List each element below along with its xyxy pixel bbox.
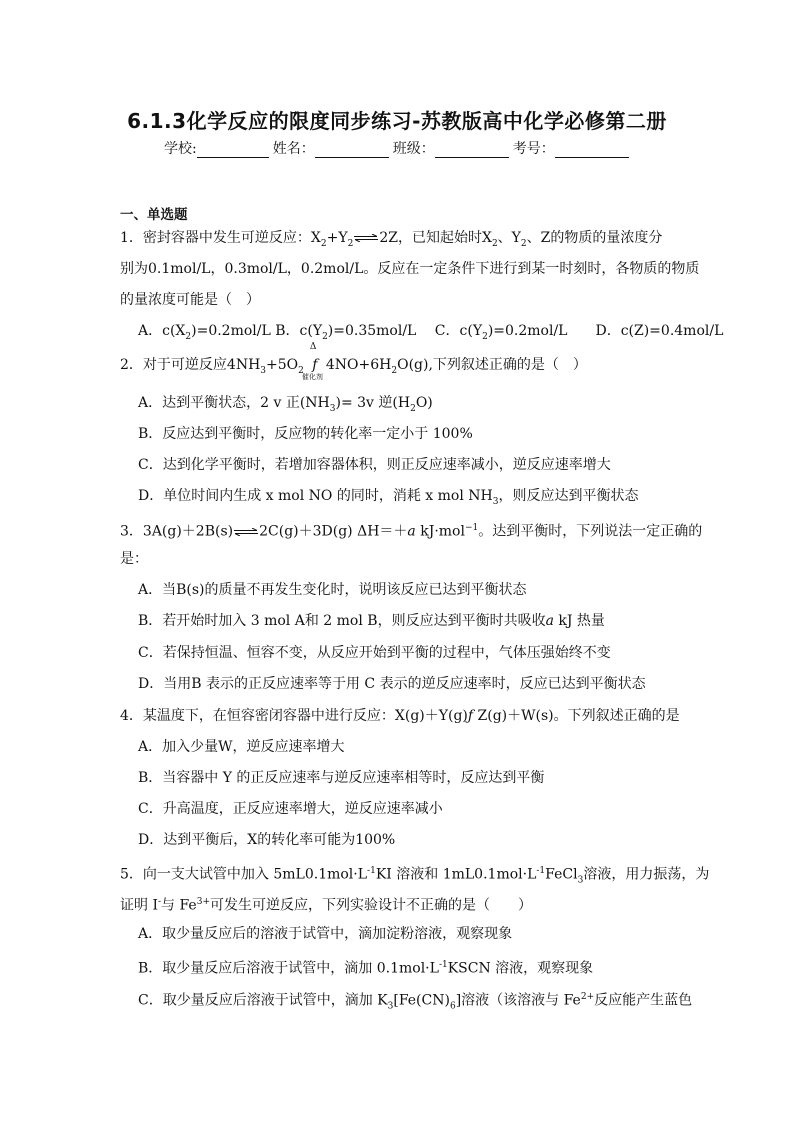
q4-option-a[interactable]: A．加入少量W，逆反应速率增大: [138, 739, 345, 755]
page-title: 6.1.3化学反应的限度同步练习-苏教版高中化学必修第二册: [127, 109, 667, 133]
equilibrium-arrow-icon: [233, 528, 259, 536]
q1-line-3: 的量浓度可能是（ ）: [120, 292, 260, 308]
q5-line-1: 5．向一支大试管中加入 $5mL0.1mol\cdot L^{-1}KI$ 溶液和 $1mL0.1mol\cdot L^{-1}FeCl_3$溶液，用力振荡，为: [120, 866, 710, 886]
q2-option-d[interactable]: D．单位时间内生成 x mol NO 的同时，消耗 x mol $NH_3$，则反应达到平衡状态: [138, 488, 639, 507]
q5-option-c[interactable]: C．取少量反应后溶液于试管中，滴加 $K_3[Fe(CN)_6]$溶液（该溶液与 $Fe^{2+}$反应能产生蓝色: [138, 992, 693, 1012]
q3-option-a[interactable]: A．当B(s)的质量不再发生变化时，说明该反应已达到平衡状态: [138, 582, 527, 598]
q1-line-2: 别为0.1mol/L，0.3mol/L，0.2mol/L。反应在一定条件下进行到某一时刻时，各物质的物质: [120, 261, 700, 277]
q2-stem: 2．对于可逆反应$4NH_3+5O_2$ Δ f 催化剂 $4NO+6H_2O(g)$,下列叙述正确的是（ ）: [120, 342, 587, 381]
exam-no-blank[interactable]: [555, 141, 629, 158]
q4-option-b[interactable]: B．当容器中 Y 的正反应速率与逆反应速率相等时，反应达到平衡: [138, 770, 545, 786]
q4-option-c[interactable]: C．升高温度，正反应速率增大，逆反应速率减小: [138, 801, 443, 817]
q1-options[interactable]: A．$c(X_2)=0.2mol/L$ B．$c(Y_2)=0.35mol/L$ C．$c(Y_2)=0.2mol/L$ D．c(Z)=0.4mol/L: [138, 323, 724, 342]
q3-option-c[interactable]: C．若保持恒温、恒容不变，从反应开始到平衡的过程中，气体压强始终不变: [138, 645, 611, 661]
q2-option-c[interactable]: C．达到化学平衡时，若增加容器体积，则正反应速率减小，逆反应速率增大: [138, 457, 611, 473]
class-label: 班级：: [392, 141, 435, 157]
q4-stem: 4．某温度下，在恒容密闭容器中进行反应：X(g)＋Y(g)ƒ Z(g)＋W(s)。下列叙述正确的是: [120, 708, 680, 724]
q2-option-b[interactable]: B．反应达到平衡时，反应物的转化率一定小于 100%: [138, 426, 473, 442]
q4-option-d[interactable]: D．达到平衡后，X的转化率可能为100%: [138, 832, 396, 848]
class-blank[interactable]: [435, 141, 509, 158]
q1-line-1: 1．密封容器中发生可逆反应：$X_2+Y_2$ 2Z，已知起始时$X_2$、$Y_2$、Z的物质的量浓度分: [120, 230, 663, 249]
q5-line-2: 证明 I-与 $Fe^{3+}$可发生可逆反应，下列实验设计不正确的是（ ）: [120, 897, 532, 914]
student-info-row: [164, 138, 633, 158]
q3-line-2: 是：: [120, 551, 148, 567]
section-heading: 一、单选题: [120, 207, 188, 223]
name-label: 姓名：: [272, 141, 315, 157]
exam-no-label: 考号：: [512, 141, 555, 157]
name-blank[interactable]: [315, 141, 389, 158]
q5-option-a[interactable]: A．取少量反应后的溶液于试管中，滴加淀粉溶液，观察现象: [138, 926, 513, 942]
q3-option-d[interactable]: D．当用B 表示的正反应速率等于用 C 表示的逆反应速率时，反应已达到平衡状态: [138, 676, 646, 692]
q3-line-1: 3．3A(g)＋2B(s) 2C(g)＋3D(g) ΔH＝＋a kJ·mol$^{-1}$。达到平衡时，下列说法一定正确的: [120, 523, 703, 540]
q5-option-b[interactable]: B．取少量反应后溶液于试管中，滴加 $0.1mol\cdot L^{-1}KSCN$ 溶液，观察现象: [138, 960, 594, 977]
q2-option-a[interactable]: A．达到平衡状态，2 v 正$(NH_3)= 3v$ 逆$(H_2O)$: [138, 395, 433, 414]
q3-option-b[interactable]: B．若开始时加入 3 mol A和 2 mol B，则反应达到平衡时共吸收a kJ 热量: [138, 613, 605, 629]
equilibrium-arrow-icon: [353, 234, 379, 242]
school-blank[interactable]: [197, 141, 269, 158]
catalyst-condition: Δ f 催化剂: [301, 342, 323, 381]
school-label: 学校:: [164, 141, 197, 157]
